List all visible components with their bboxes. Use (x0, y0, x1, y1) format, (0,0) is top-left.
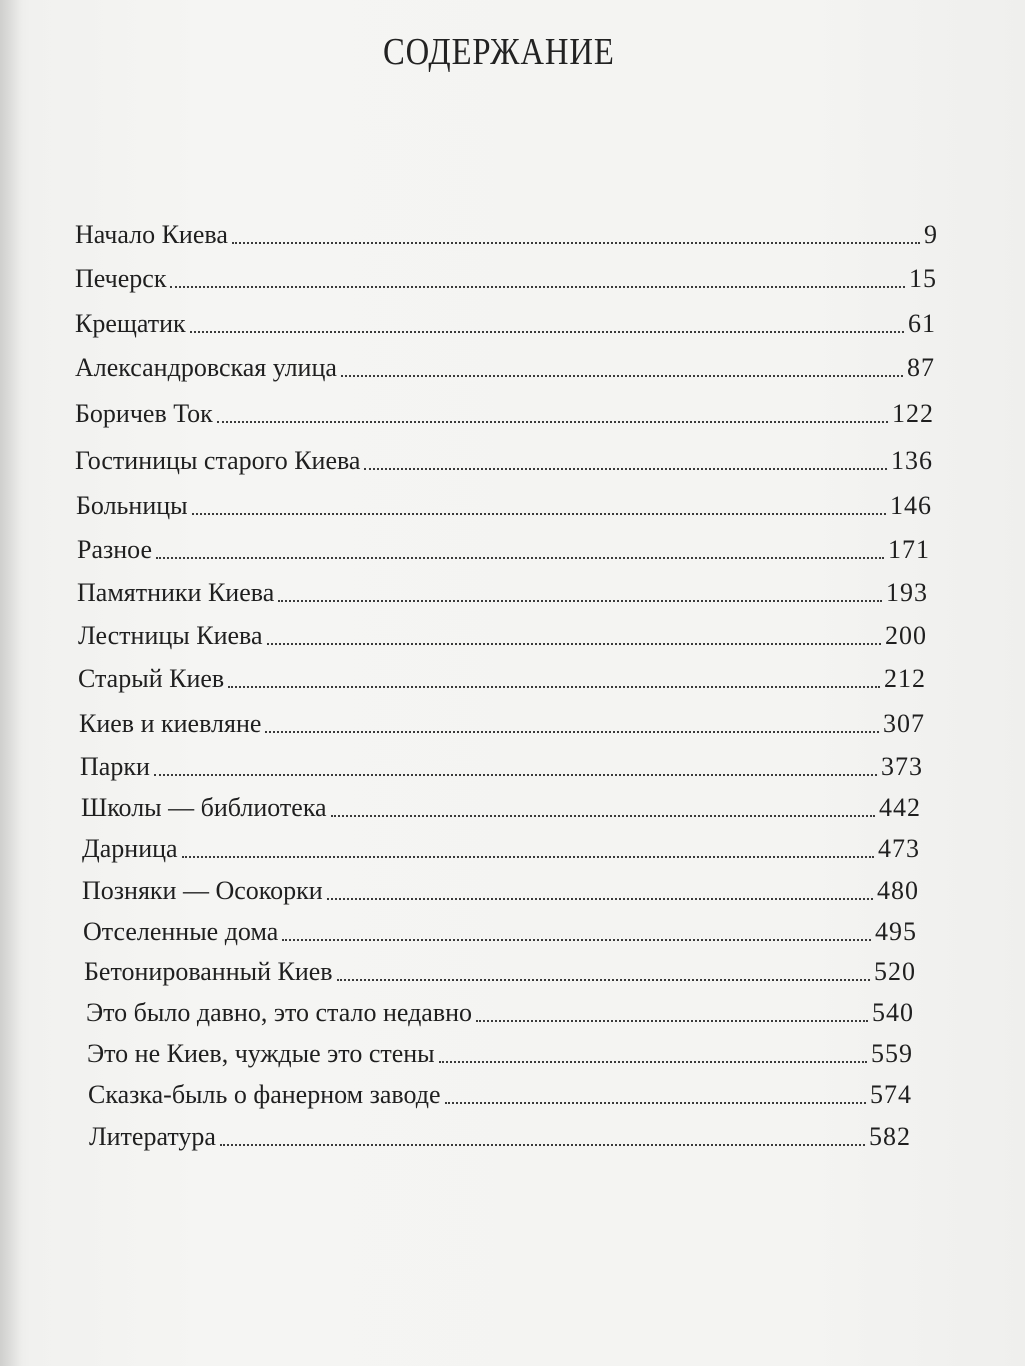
toc-entry (75, 351, 935, 385)
toc-entry-page: 559 (871, 1039, 913, 1068)
dot-leader (217, 420, 888, 423)
toc-entry-page: 171 (888, 535, 930, 564)
toc-entry (75, 307, 936, 341)
toc-entry-title: Это было давно, это стало недавно (86, 998, 473, 1027)
toc-entry-title: Парки (80, 752, 150, 781)
toc-entry-title: Бетонированный Киев (84, 957, 333, 986)
toc-entry (88, 1078, 912, 1112)
dot-leader (439, 1060, 867, 1063)
dot-leader (278, 599, 882, 602)
dot-leader (337, 978, 870, 981)
toc-entry-page: 495 (875, 917, 917, 946)
toc-entry (89, 1120, 911, 1154)
toc-entry (83, 915, 917, 949)
toc-entry-title: Это не Киев, чуждые это стены (87, 1039, 435, 1068)
dot-leader (282, 938, 871, 941)
toc-entry (75, 218, 938, 252)
toc-entry-title: Литература (89, 1122, 216, 1151)
toc-entry-title: Сказка-быль о фанерном заводе (88, 1080, 441, 1109)
dot-leader (182, 855, 874, 858)
toc-entry-title: Отселенные дома (83, 917, 279, 946)
toc-entry (82, 874, 919, 908)
dot-leader (156, 556, 884, 559)
dot-leader (445, 1101, 867, 1104)
dot-leader (154, 773, 877, 776)
toc-entry-page: 122 (892, 399, 934, 428)
toc-entry-title: Крещатик (75, 309, 186, 338)
toc-entry-title: Памятники Киева (77, 578, 275, 607)
toc-entry-page: 480 (877, 876, 919, 905)
toc-entry-page: 193 (886, 578, 928, 607)
toc-entry (87, 1037, 913, 1071)
toc-entry (82, 832, 920, 866)
toc-entry (77, 533, 930, 567)
toc-entry-page: 61 (908, 309, 936, 338)
toc-entry-title: Боричев Ток (75, 399, 213, 428)
toc-entry (78, 619, 927, 653)
dot-leader (190, 330, 904, 333)
toc-entry-page: 582 (869, 1122, 911, 1151)
dot-leader (341, 374, 903, 377)
toc-entry-title: Школы — библиотека (81, 793, 327, 822)
toc-entry (79, 707, 925, 741)
toc-entry-title: Начало Киева (75, 220, 228, 249)
toc-entry-title: Разное (77, 535, 153, 564)
dot-leader (232, 241, 920, 244)
dot-leader (364, 467, 887, 470)
toc-entry-title: Больницы (76, 491, 188, 520)
dot-leader (327, 897, 873, 900)
toc-entry-page: 200 (885, 621, 927, 650)
toc-entry (77, 576, 928, 610)
toc-entry-page: 574 (870, 1080, 912, 1109)
dot-leader (331, 814, 875, 817)
toc-entry-page: 473 (878, 834, 920, 863)
toc-entry-page: 373 (881, 752, 923, 781)
dot-leader (265, 730, 879, 733)
toc-entry-page: 442 (879, 793, 921, 822)
toc-entry (86, 996, 914, 1030)
toc-entry-page: 9 (924, 220, 938, 249)
dot-leader (267, 642, 881, 645)
toc-entry-page: 520 (874, 957, 916, 986)
toc-entry-page: 540 (872, 998, 914, 1027)
toc-entry-title: Печерск (75, 264, 167, 293)
toc-entry-page: 307 (883, 709, 925, 738)
toc-entry (75, 397, 934, 431)
toc-entry-title: Гостиницы старого Киева (75, 446, 361, 475)
toc-entry-title: Позняки — Осокорки (82, 876, 323, 905)
dot-leader (220, 1143, 865, 1146)
toc-entry-page: 146 (890, 491, 932, 520)
dot-leader (170, 285, 905, 288)
toc-entry (81, 791, 921, 825)
toc-entry-title: Киев и киевляне (79, 709, 262, 738)
page-title: СОДЕРЖАНИЕ (382, 31, 615, 73)
toc-entry-page: 212 (884, 664, 926, 693)
toc-entry (75, 444, 933, 478)
toc-entry (76, 489, 932, 523)
toc-entry (80, 750, 923, 784)
toc-entry-page: 15 (909, 264, 937, 293)
toc-entry-title: Лестницы Киева (78, 621, 263, 650)
toc-entry-title: Старый Киев (78, 664, 225, 693)
toc-entry-title: Александровская улица (75, 353, 337, 382)
toc-entry-page: 87 (907, 353, 935, 382)
toc-entry (75, 262, 937, 296)
dot-leader (228, 685, 880, 688)
toc-entry-title: Дарница (82, 834, 178, 863)
toc-entry (84, 955, 916, 989)
dot-leader (476, 1019, 868, 1022)
toc-entry-page: 136 (891, 446, 933, 475)
toc-entry (78, 662, 926, 696)
dot-leader (192, 512, 886, 515)
